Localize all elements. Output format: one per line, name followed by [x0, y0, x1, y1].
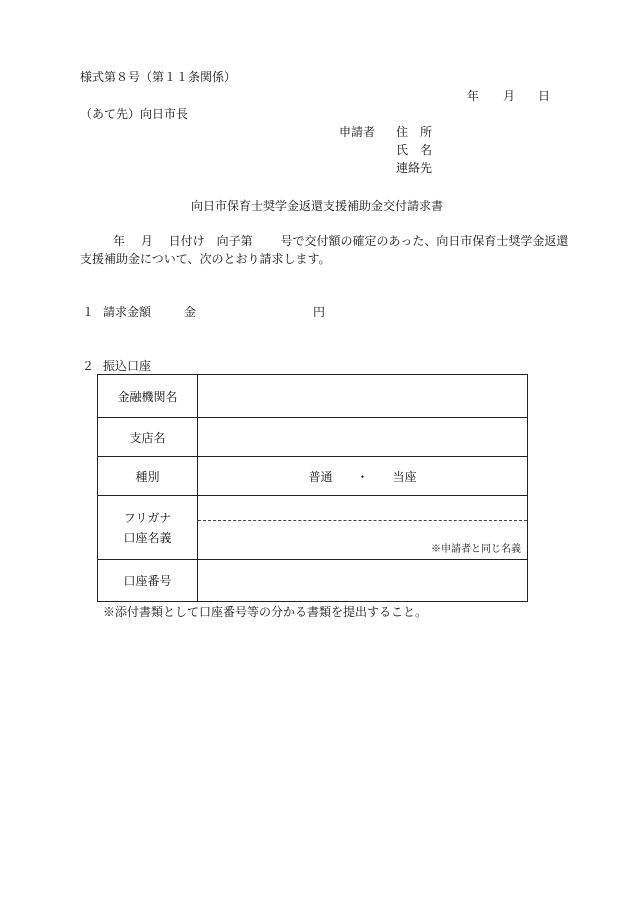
account-holder-field-inner	[198, 496, 527, 559]
row-account-number	[98, 560, 528, 602]
account-holder-label: 口座名義	[123, 530, 172, 545]
bank-name-field[interactable]	[198, 375, 528, 418]
attachment-footnote: ※添付書類として口座番号等の分かる書類を提出すること。	[103, 605, 428, 619]
row-account-holder	[98, 496, 528, 560]
applicant-name-label: 氏 名	[396, 143, 433, 157]
row-branch-name	[98, 418, 528, 457]
account-type-label: 種別	[98, 457, 198, 496]
form-number: 様式第８号（第１１条関係）	[80, 70, 237, 84]
body-line-2: 支援補助金について、次のとおり請求します。	[80, 252, 331, 266]
applicant-contact-label: 連絡先	[396, 161, 433, 175]
section1-unit: 円	[313, 305, 326, 319]
branch-name-field[interactable]	[198, 418, 528, 457]
section1-currency-prefix: 金	[184, 305, 197, 319]
account-holder-label-cell	[98, 496, 198, 560]
account-number-field[interactable]	[198, 560, 528, 602]
document-title: 向日市保育士奨学金返還支援補助金交付請求書	[191, 199, 444, 213]
addressee: （あて先）向日市長	[80, 107, 189, 121]
section2-label: 振込口座	[103, 359, 152, 373]
row-account-type	[98, 457, 528, 496]
furigana-label: フリガナ	[123, 510, 172, 525]
applicant-address-label: 住 所	[396, 125, 433, 139]
date-month-label: 月	[503, 89, 516, 103]
applicant-label: 申請者	[339, 125, 376, 139]
account-number-label: 口座番号	[98, 560, 198, 602]
row-bank-name	[98, 375, 528, 418]
section1-number: １	[82, 305, 95, 319]
section1-label: 請求金額	[103, 305, 152, 319]
bank-name-label: 金融機関名	[98, 375, 198, 418]
body-line-1: 年 月 日付け 向子第 号で交付額の確定のあった、向日市保育士奨学金返還	[113, 234, 569, 248]
date-day-label: 日	[538, 89, 551, 103]
section2-number: ２	[82, 359, 95, 373]
furigana-divider	[198, 520, 527, 521]
same-name-note: ※申請者と同じ名義	[431, 544, 521, 555]
branch-name-label: 支店名	[98, 418, 198, 457]
account-type-options[interactable]: 普通 ・ 当座	[198, 457, 528, 496]
date-year-label: 年	[467, 89, 480, 103]
bank-account-table	[97, 374, 528, 602]
account-holder-field[interactable]	[198, 496, 528, 560]
